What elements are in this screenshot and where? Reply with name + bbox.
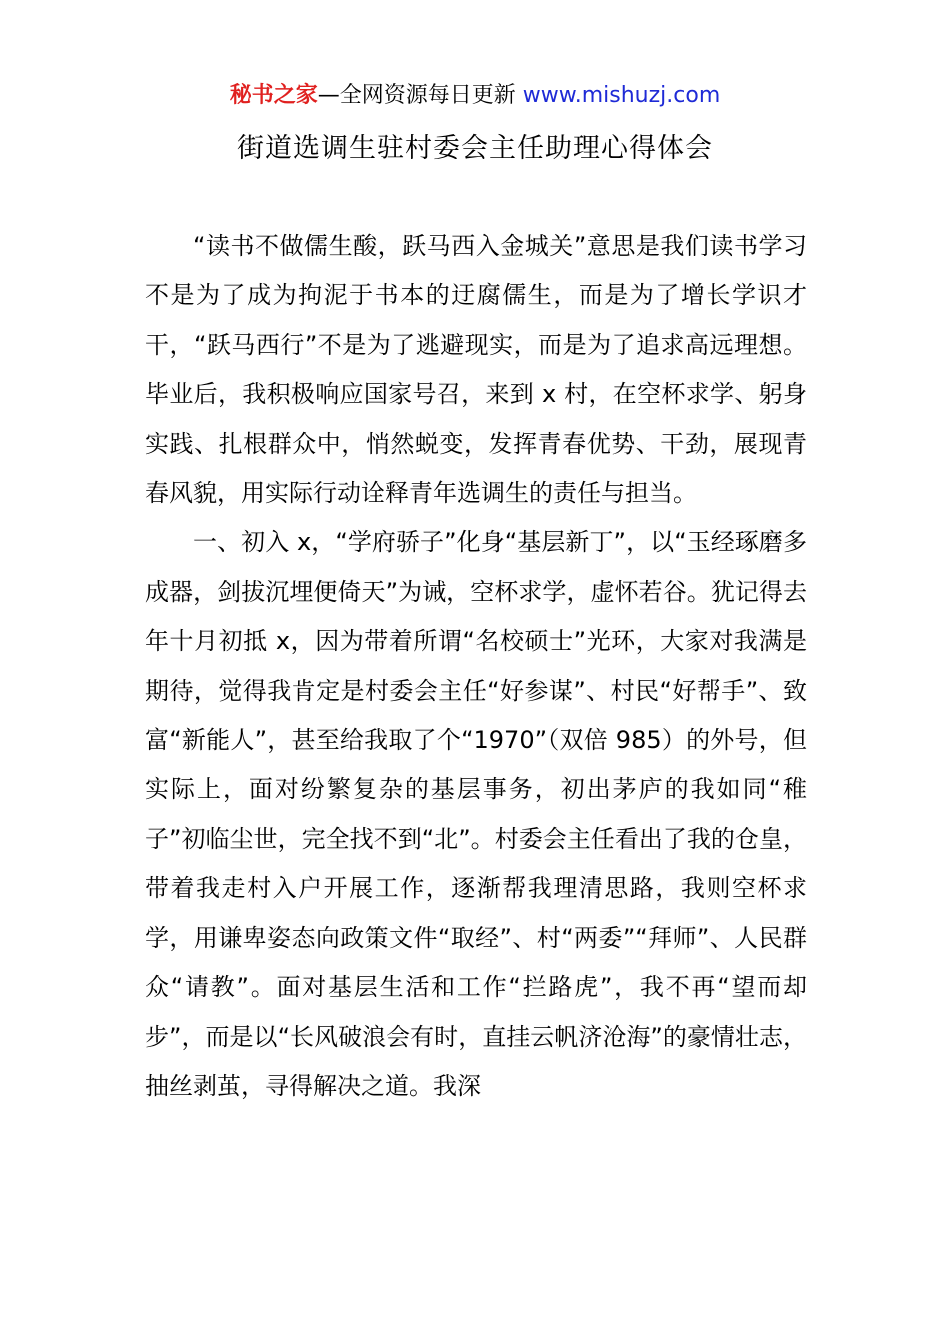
paragraph-intro: “读书不做儒生酸，跃马西入金城关”意思是我们读书学习不是为了成为拘泥于书本的迂腐儒生，而是为了增长学识才干，“跃马西行”不是为了逃避现实，而是为了追求高远理想。毕业后，我积极响应国家号召，来到 x 村，在空杯求学、躬身实践、扎根群众中，悄然蜕变，发挥青春优势、干劲，展现青春风貌，用实际行动诠释青年选调生的责任与担当。 <box>145 232 807 508</box>
paragraph-section-one: 一、初入 x，“学府骄子”化身“基层新丁”，以“玉经琢磨多成器，剑拔沉埋便倚天”为诫，空杯求学，虚怀若谷。犹记得去年十月初抵 x，因为带着所谓“名校硕士”光环，大家对我满是期待，觉得我肯定是村委会主任“好参谋”、村民“好帮手”、致富“新能人”，甚至给我取了个“1970”（双倍 985）的外号，但实际上，面对纷繁复杂的基层事务，初出茅庐的我如同“稚子”初临尘世，完全找不到“北”。村委会主任看出了我的仓皇，带着我走村入户开展工作，逐渐帮我理清思路，我则空杯求学，用谦卑姿态向政策文件“取经”、村“两委”“拜师”、人民群众“请教”。面对基层生活和工作“拦路虎”，我不再“望而却步”，而是以“长风破浪会有时，直挂云帆济沧海”的豪情壮志，抽丝剥茧，寻得解决之道。我深 <box>145 528 807 1100</box>
site-tagline: —全网资源每日更新 <box>317 83 523 108</box>
site-header <box>0 80 950 112</box>
document-title: 街道选调生驻村委会主任助理心得体会 <box>237 133 713 164</box>
site-url-link[interactable]: www.mishuzj.com <box>522 83 721 108</box>
site-brand: 秘书之家 <box>229 83 318 108</box>
document-body <box>145 222 807 1111</box>
